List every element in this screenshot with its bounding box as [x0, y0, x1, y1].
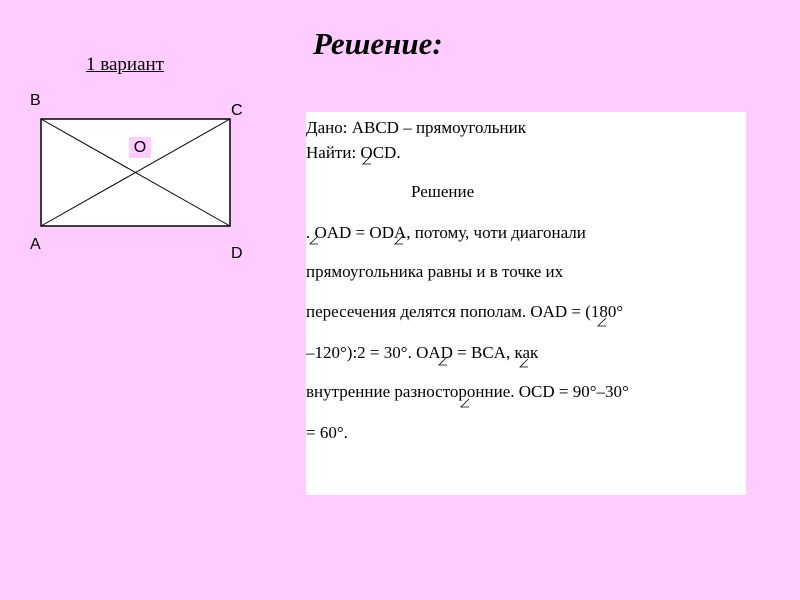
solution-line-4: –120°):2 = 30°. OAD = BCA, как: [306, 343, 539, 362]
solution-line-2: прямоугольника равны и в точке их: [306, 262, 564, 281]
angle-icon: [309, 235, 319, 245]
vertex-c-label: C: [231, 102, 243, 119]
solution-line-6: = 60°.: [306, 423, 348, 442]
angle-icon: [362, 155, 372, 165]
angle-icon: [438, 356, 448, 366]
variant-label: 1 вариант: [86, 54, 164, 75]
slide-title: Решение:: [313, 26, 443, 61]
angle-icon: [460, 398, 470, 408]
angle-icon: [394, 235, 404, 245]
solution-box: [306, 112, 746, 495]
solution-line-5: внутренние разносторонние. OCD = 90°–30°: [306, 382, 629, 401]
given-line: Дано: ABCD – прямоугольник: [306, 118, 526, 137]
vertex-b-label: B: [30, 92, 41, 109]
angle-icon: [519, 358, 529, 368]
rectangle-diagram: [40, 118, 232, 228]
vertex-a-label: A: [30, 236, 41, 253]
find-line: Найти: OCD.: [306, 143, 401, 162]
vertex-o-label: O: [129, 137, 151, 158]
solution-line-1: . OAD = ODA, потому, чоти диагонали: [306, 223, 586, 242]
vertex-d-label: D: [231, 245, 243, 262]
angle-icon: [597, 317, 607, 327]
solution-heading: Решение: [411, 182, 475, 201]
solution-line-3: пересечения делятся пополам. OAD = (180°: [306, 302, 624, 321]
